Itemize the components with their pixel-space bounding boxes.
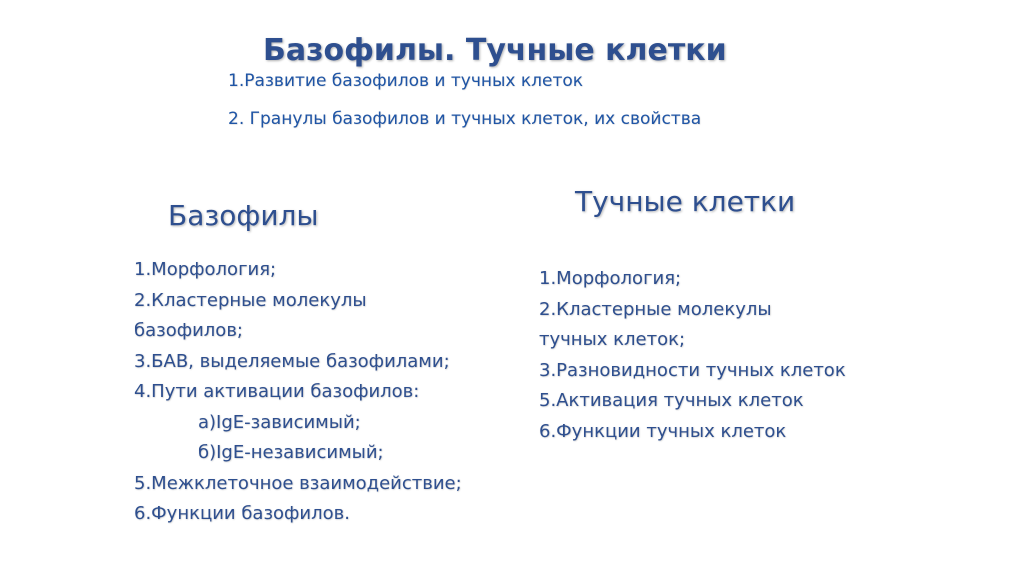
list-item: 6.Функции тучных клеток xyxy=(539,420,787,442)
list-item: 3.Разновидности тучных клеток xyxy=(539,359,846,381)
basophils-heading: Базофилы xyxy=(168,199,319,232)
basophils-list xyxy=(134,255,462,530)
mast-cells-heading: Тучные клетки xyxy=(575,185,796,218)
subtitle-granules: 2. Гранулы базофилов и тучных клеток, их свойства xyxy=(228,109,702,129)
list-item: 4.Пути активации базофилов: xyxy=(134,381,420,402)
list-item: 1.Морфология; xyxy=(134,259,277,280)
list-item: 2.Кластерные молекулы xyxy=(539,298,772,320)
list-item: 5.Активация тучных клеток xyxy=(539,390,804,411)
slide-title: Базофилы. Тучные клетки xyxy=(263,33,727,68)
list-item: 2.Кластерные молекулы xyxy=(134,289,367,311)
list-item: 5.Межклеточное взаимодействие; xyxy=(134,472,462,494)
list-item: тучных клеток; xyxy=(539,329,686,350)
list-item: а)IgE-зависимый; xyxy=(198,411,361,433)
list-item: 1.Морфология; xyxy=(539,268,682,289)
list-item: 6.Функции базофилов. xyxy=(134,503,350,524)
subtitle-development: 1.Развитие базофилов и тучных клеток xyxy=(228,71,584,91)
list-item: 3.БАВ, выделяемые базофилами; xyxy=(134,350,450,372)
mast-cells-list xyxy=(539,264,846,447)
list-item: базофилов; xyxy=(134,320,243,341)
list-item: б)IgE-независимый; xyxy=(198,442,384,463)
